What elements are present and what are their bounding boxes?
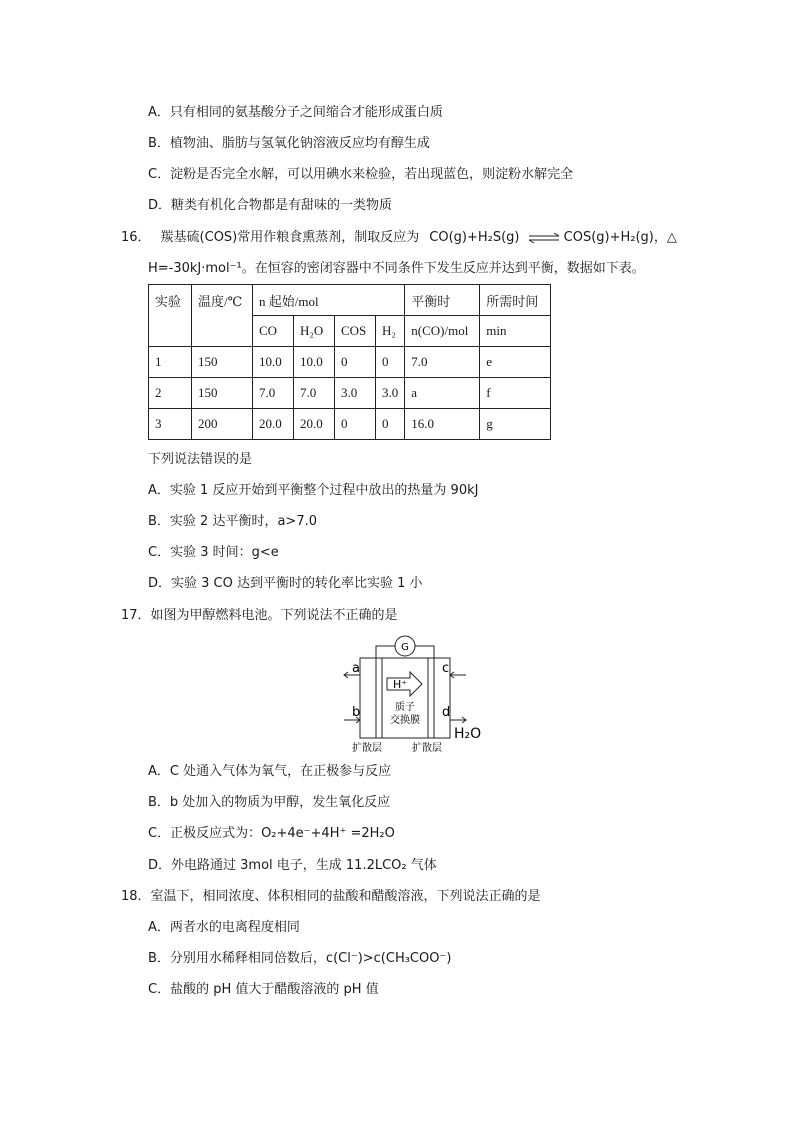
table-cell: 0 bbox=[376, 347, 405, 378]
q16-data-table bbox=[148, 284, 551, 440]
table-cell: 10.0 bbox=[294, 347, 335, 378]
membrane-region bbox=[382, 658, 428, 738]
label-a: a bbox=[352, 661, 360, 676]
wire-left bbox=[376, 646, 395, 658]
table-cell: f bbox=[480, 378, 551, 409]
label-diffusion-left: 扩散层 bbox=[352, 743, 382, 754]
table-cell: 20.0 bbox=[294, 409, 335, 440]
q16-option-b: B．实验 2 达平衡时，a>7.0 bbox=[148, 514, 317, 529]
subheader-h2o: H₂O bbox=[294, 316, 335, 347]
q15-option-b: B．植物油、脂肪与氢氧化钠溶液反应均有醇生成 bbox=[148, 136, 430, 151]
subheader-min: min bbox=[480, 316, 551, 347]
header-temperature: 温度/℃ bbox=[192, 285, 253, 347]
equilibrium-arrow-icon bbox=[527, 232, 561, 244]
q17-option-a: A．C 处通入气体为氧气，在正极参与反应 bbox=[148, 764, 392, 779]
q16-products: COS(g)+H₂(g)，△ bbox=[563, 230, 677, 245]
q15-option-a: A．只有相同的氨基酸分子之间缩合才能形成蛋白质 bbox=[148, 105, 443, 120]
table-header-row bbox=[149, 285, 551, 316]
q18-option-c: C．盐酸的 pH 值大于醋酸溶液的 pH 值 bbox=[148, 982, 379, 997]
q16-stem-part1: 羰基硫(COS)常用作粮食熏蒸剂，制取反应为 bbox=[160, 230, 420, 245]
q18-option-a: A．两者水的电离程度相同 bbox=[148, 920, 300, 935]
table-row bbox=[149, 378, 551, 409]
label-diffusion-right: 扩散层 bbox=[412, 743, 442, 754]
table-cell: g bbox=[480, 409, 551, 440]
label-membrane-2: 交换膜 bbox=[390, 715, 420, 726]
table-cell: 7.0 bbox=[253, 378, 294, 409]
table-cell: 10.0 bbox=[253, 347, 294, 378]
label-water: H₂O bbox=[454, 726, 482, 742]
table-cell: 0 bbox=[335, 409, 376, 440]
label-c: c bbox=[442, 661, 450, 676]
label-g: G bbox=[401, 642, 409, 653]
table-cell: 3.0 bbox=[376, 378, 405, 409]
q17-option-d: D．外电路通过 3mol 电子，生成 11.2LCO₂ 气体 bbox=[148, 858, 437, 873]
fuel-cell-diagram bbox=[330, 630, 500, 755]
table-row bbox=[149, 347, 551, 378]
q18-stem: 18．室温下，相同浓度、体积相同的盐酸和醋酸溶液，下列说法正确的是 bbox=[121, 889, 541, 904]
label-hplus: H⁺ bbox=[392, 678, 408, 691]
left-chamber bbox=[360, 658, 382, 738]
q16-option-a: A．实验 1 反应开始到平衡整个过程中放出的热量为 90kJ bbox=[148, 483, 479, 498]
q16-prompt: 下列说法错误的是 bbox=[148, 452, 253, 467]
label-b: b bbox=[352, 705, 361, 720]
q15-option-d: D．糖类有机化合物都是有甜味的一类物质 bbox=[148, 198, 393, 213]
q16-option-c: C．实验 3 时间：g<e bbox=[148, 545, 279, 560]
q18-option-b: B．分别用水稀释相同倍数后，c(Cl⁻)>c(CH₃COO⁻) bbox=[148, 951, 452, 966]
table-cell: 3.0 bbox=[335, 378, 376, 409]
header-initial-n: n 起始/mol bbox=[253, 285, 405, 316]
table-cell: a bbox=[405, 378, 480, 409]
q16-stem-line2: H=-30kJ·mol⁻¹。在恒容的密闭容器中不同条件下发生反应并达到平衡，数据如下表。 bbox=[148, 261, 645, 276]
table-cell: 150 bbox=[192, 347, 253, 378]
q16-option-d: D．实验 3 CO 达到平衡时的转化率比实验 1 小 bbox=[148, 576, 423, 591]
table-row bbox=[149, 409, 551, 440]
table-cell: 1 bbox=[149, 347, 192, 378]
table-cell: 2 bbox=[149, 378, 192, 409]
subheader-nco: n(CO)/mol bbox=[405, 316, 480, 347]
table-cell: 20.0 bbox=[253, 409, 294, 440]
header-time: 所需时间 bbox=[480, 285, 551, 316]
table-cell: 200 bbox=[192, 409, 253, 440]
header-equilibrium: 平衡时 bbox=[405, 285, 480, 316]
q15-option-c: C．淀粉是否完全水解，可以用碘水来检验，若出现蓝色，则淀粉水解完全 bbox=[148, 167, 574, 182]
q16-reactants: CO(g)+H₂S(g) bbox=[429, 230, 520, 245]
label-membrane-1: 质子 bbox=[395, 702, 415, 713]
q17-option-c: C．正极反应式为：O₂+4e⁻+4H⁺ =2H₂O bbox=[148, 826, 395, 841]
table-cell: 7.0 bbox=[405, 347, 480, 378]
table-cell: 16.0 bbox=[405, 409, 480, 440]
wire-right bbox=[415, 646, 434, 658]
subheader-co: CO bbox=[253, 316, 294, 347]
table-cell: 0 bbox=[376, 409, 405, 440]
table-cell: 3 bbox=[149, 409, 192, 440]
header-experiment: 实验 bbox=[149, 285, 192, 347]
q16-number: 16． bbox=[121, 230, 151, 245]
label-d: d bbox=[442, 705, 451, 720]
subheader-h2: H₂ bbox=[376, 316, 405, 347]
q17-option-b: B．b 处加入的物质为甲醇，发生氧化反应 bbox=[148, 795, 391, 810]
q17-stem: 17．如图为甲醇燃料电池。下列说法不正确的是 bbox=[121, 608, 398, 623]
table-cell: e bbox=[480, 347, 551, 378]
table-cell: 0 bbox=[335, 347, 376, 378]
table-cell: 150 bbox=[192, 378, 253, 409]
q16-stem-line1 bbox=[121, 229, 677, 247]
subheader-cos: COS bbox=[335, 316, 376, 347]
table-cell: 7.0 bbox=[294, 378, 335, 409]
